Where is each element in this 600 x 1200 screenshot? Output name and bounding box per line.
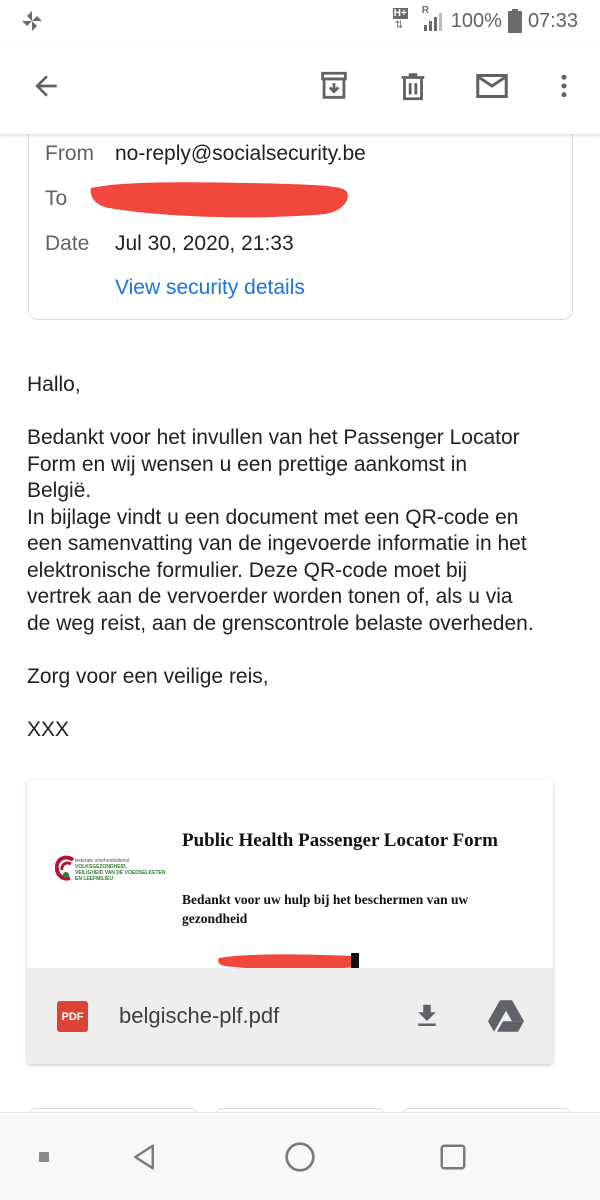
archive-icon xyxy=(317,69,351,103)
preview-title: Public Health Passenger Locator Form xyxy=(182,830,498,851)
preview-subtitle: Bedankt voor uw hulp bij het beschermen van uw gezondheid xyxy=(182,892,469,926)
google-drive-icon xyxy=(488,1000,524,1032)
more-options-button[interactable] xyxy=(544,66,584,106)
message-body xyxy=(27,372,577,770)
attachment-card[interactable] xyxy=(27,780,553,1064)
date-value: Jul 30, 2020, 21:33 xyxy=(115,232,294,255)
nav-recents-button[interactable] xyxy=(435,1139,471,1175)
from-label: From xyxy=(45,142,94,165)
clock: 07:33 xyxy=(527,9,578,32)
back-arrow-icon xyxy=(30,70,62,102)
save-to-drive-button[interactable] xyxy=(485,996,527,1036)
square-recents-icon xyxy=(438,1142,468,1172)
email-toolbar xyxy=(0,42,600,134)
view-security-details-link[interactable]: View security details xyxy=(115,276,305,299)
download-icon xyxy=(412,1001,442,1031)
from-value: no-reply@socialsecurity.be xyxy=(115,142,366,165)
mark-unread-button[interactable] xyxy=(472,66,512,106)
delete-button[interactable] xyxy=(393,66,433,106)
battery-icon xyxy=(508,9,522,33)
message-details-card xyxy=(28,120,573,320)
preview-redaction xyxy=(217,950,362,968)
square-dot-icon xyxy=(38,1151,50,1163)
pdf-file-icon: PDF xyxy=(57,1001,88,1032)
date-label: Date xyxy=(45,232,90,255)
greeting: Hallo, xyxy=(27,373,81,396)
signal-strength-icon: R xyxy=(421,9,445,33)
fps-health-logo: federale overheidsdienst VOLKSGEZONDHEID, VEILIGHEID VAN DE VOEDSELKETEN EN LEEFMILIEU xyxy=(55,852,165,902)
download-attachment-button[interactable] xyxy=(407,996,447,1036)
trash-icon xyxy=(396,69,430,103)
attachment-preview[interactable] xyxy=(27,780,553,968)
pinwheel-icon xyxy=(20,9,44,33)
nav-home-button[interactable] xyxy=(282,1139,318,1175)
nav-back-button[interactable] xyxy=(126,1139,162,1175)
signature: XXX xyxy=(27,717,70,741)
more-vert-icon xyxy=(549,71,579,101)
body-paragraph: Bedankt voor het invullen van het Passenger Locator Form en wij wensen u een prettige aankomst in België. In bijlage vindt u een document met een QR-code en een samenvatting van de ingevoerde informatie in het elektronische formulier. Deze QR-code moet bij vertrek aan de vervoerder worden tonen of, als u via de weg reist, aan de grenscontrole belaste overheden. xyxy=(27,426,534,635)
mail-icon xyxy=(474,68,510,104)
attachment-file-name: belgische-plf.pdf xyxy=(119,1003,280,1028)
archive-button[interactable] xyxy=(314,66,354,106)
back-button[interactable] xyxy=(26,66,66,106)
system-navigation-bar xyxy=(0,1112,600,1200)
battery-percent: 100% xyxy=(450,9,502,32)
triangle-back-icon xyxy=(129,1142,159,1172)
status-bar xyxy=(0,0,600,42)
nav-dot-button[interactable] xyxy=(26,1139,62,1175)
network-type-icon: H+ ⇅ xyxy=(393,8,407,31)
closing: Zorg voor een veilige reis, xyxy=(27,664,269,688)
to-label: To xyxy=(45,187,68,210)
circle-home-icon xyxy=(284,1141,316,1173)
to-value-redaction xyxy=(89,178,351,222)
attachment-bar xyxy=(27,968,553,1064)
